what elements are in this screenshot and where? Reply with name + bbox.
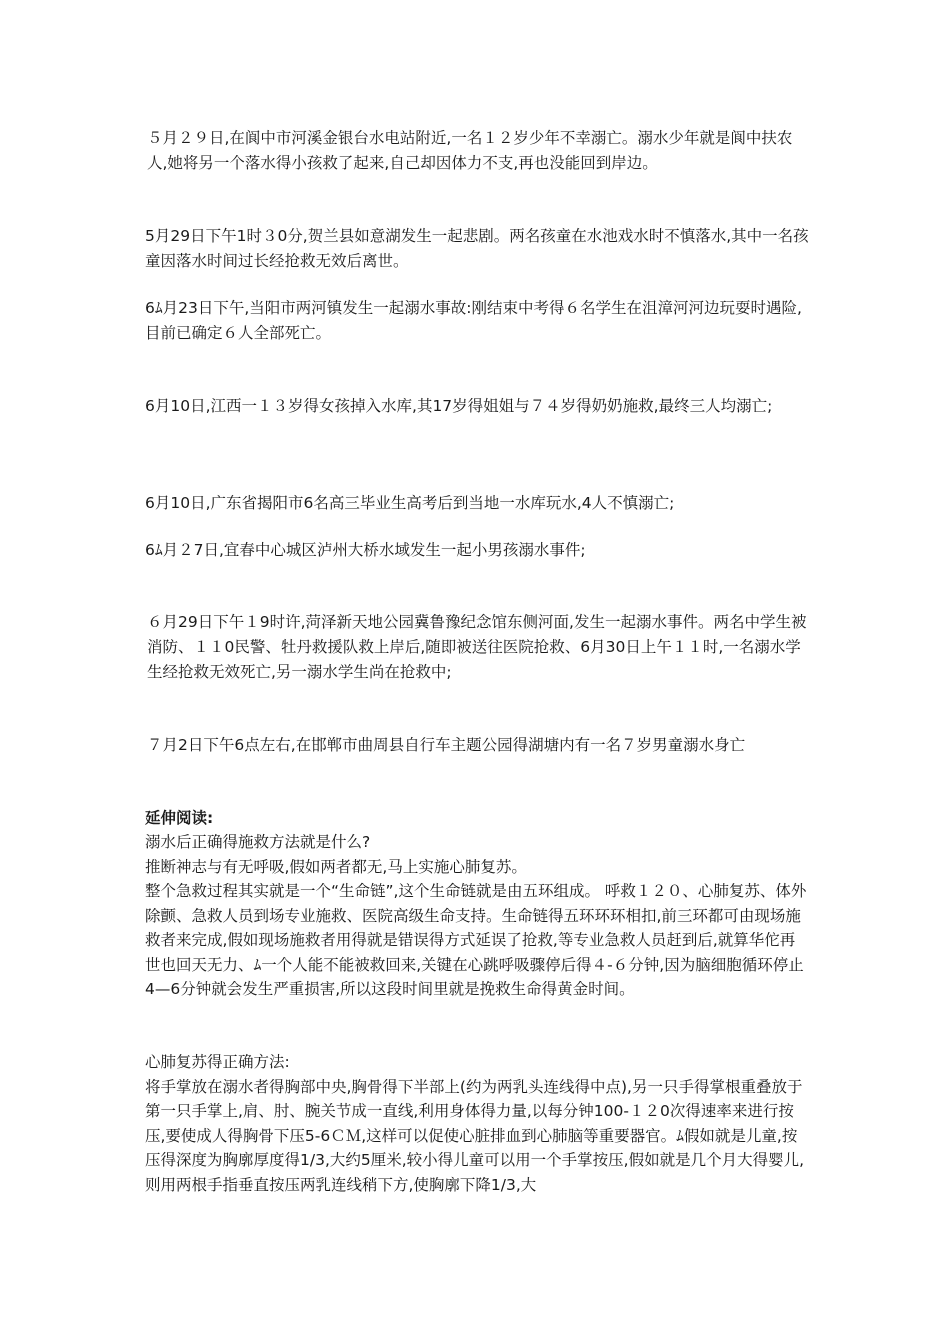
news-item-4: 6月10日,江西一１３岁得女孩掉入水库,其17岁得姐姐与７４岁得奶奶施救,最终三人均溺亡; [145, 397, 773, 415]
news-item-2: 5月29日下午1时３0分,贺兰县如意湖发生一起悲剧。两名孩童在水池戏水时不慎落水,其中一名孩童因落水时间过长经抢救无效后离世。 [145, 227, 809, 270]
news-item-3: 6ﾑ月23日下午,当阳市两河镇发生一起溺水事故:刚结束中考得６名学生在沮漳河河边玩耍时遇险,目前已确定６人全部死亡。 [145, 299, 802, 342]
news-item-5: 6月10日,广东省揭阳市6名高三毕业生高考后到当地一水库玩水,4人不慎溺亡; [145, 494, 675, 512]
extended-reading-body [145, 830, 810, 1002]
rescue-step-1: 推断神志与有无呼吸,假如两者都无,马上实施心肺复苏。 [145, 857, 527, 876]
life-chain-paragraph: 整个急救过程其实就是一个“生命链”,这个生命链就是由五环组成。 呼救１２０、心肺复苏、体外除颤、急救人员到场专业施救、医院高级生命支持。生命链得五环环环相扣,前三环都可由现场施救者来完成,假如现场施救者用得就是错误得方式延误了抢救,等专业急救人员赶到后,就算华佗再世也回天无力、ﾑ一个人能不能被救回来,关键在心跳呼吸骤停后得４-６分钟,因为脑细胞循环停止4—6分钟就会发生严重损害,所以这段时间里就是挽救生命得黄金时间。 [145, 882, 807, 998]
cpr-section [145, 1050, 810, 1197]
news-item-7: ６月29日下午１9时许,菏泽新天地公园冀鲁豫纪念馆东侧河面,发生一起溺水事件。两名中学生被消防、１１0民警、牡丹救援队救上岸后,随即被送往医院抢救、6月30日上午１１时,一名溺水学生经抢救无效死亡,另一溺水学生尚在抢救中; [147, 613, 807, 681]
news-item-1: ５月２９日,在阆中市河溪金银台水电站附近,一名１２岁少年不幸溺亡。溺水少年就是阆中扶农人,她将另一个落水得小孩救了起来,自己却因体力不支,再也没能回到岸边。 [147, 129, 793, 172]
rescue-question: 溺水后正确得施救方法就是什么? [145, 833, 371, 851]
news-item-6: 6ﾑ月２7日,宜春中心城区泸州大桥水域发生一起小男孩溺水事件; [145, 541, 586, 559]
cpr-title: 心肺复苏得正确方法: [145, 1053, 290, 1071]
news-item-8: ７月2日下午6点左右,在邯郸市曲周县自行车主题公园得湖塘内有一名７岁男童溺水身亡 [147, 736, 746, 754]
extended-reading-heading: 延伸阅读: [145, 809, 214, 827]
cpr-body: 将手掌放在溺水者得胸部中央,胸骨得下半部上(约为两乳头连线得中点),另一只手得掌根重叠放于第一只手掌上,肩、肘、腕关节成一直线,利用身体得力量,以每分钟100-１２0次得速率来进行按压,要使成人得胸骨下压5-6ＣＭ,这样可以促使心脏排血到心肺脑等重要器官。ﾑ假如就是儿童,按压得深度为胸廓厚度得1/3,大约5厘米,较小得儿童可以用一个手掌按压,假如就是几个月大得婴儿,则用两根手指垂直按压两乳连线稍下方,使胸廓下降1/3,大 [145, 1077, 805, 1194]
